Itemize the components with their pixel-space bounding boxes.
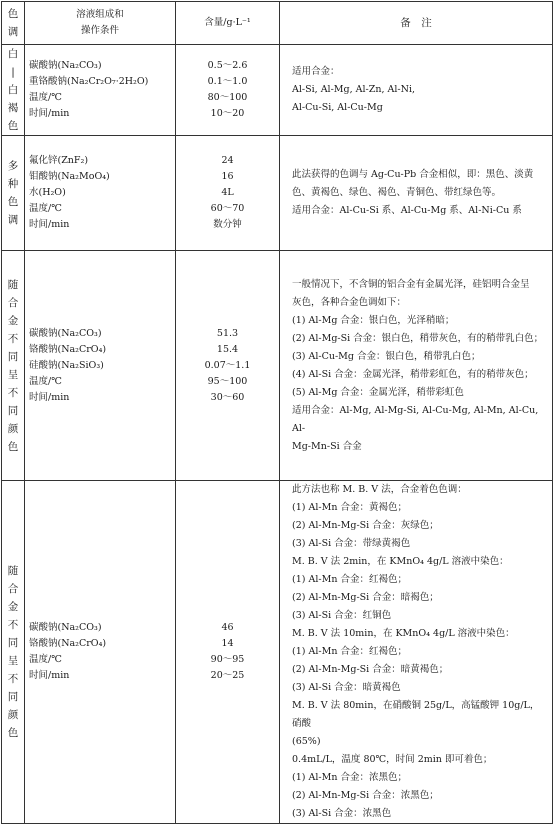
composition-item: 温度/℃ [29, 92, 62, 103]
color-tone-char: 合 [7, 583, 19, 595]
content-value: 0.1～1.0 [207, 76, 248, 87]
color-tone-char: 不 [7, 673, 19, 685]
content-value: 46 [221, 622, 234, 633]
remarks-line: M. B. V 法 2min，在 KMnO₄ 4g/L 溶液中染色： [292, 556, 509, 567]
composition-item: 铬酸钠(Na₂CrO₄) [29, 343, 107, 355]
composition-cell [25, 481, 176, 824]
remarks-line: 0.4mL/L，温度 80℃，时间 2min 即可着色； [292, 754, 493, 765]
remarks-line: (2) Al-Mn-Mg-Si 合金：暗黄褐色； [292, 664, 449, 675]
table-header-row [2, 2, 553, 45]
composition-item: 温度/℃ [29, 375, 62, 387]
header-color-tone-char: 调 [7, 26, 19, 38]
header-color-tone-char: 色 [7, 8, 19, 20]
composition-item: 时间/min [29, 108, 70, 119]
remarks-line: (3) Al-Si 合金：红铜色 [292, 610, 392, 621]
content-value: 51.3 [216, 327, 239, 339]
remarks-line: M. B. V 法 10min，在 KMnO₄ 4g/L 溶液中染色： [292, 628, 515, 639]
remarks-line: (65%) [292, 736, 321, 747]
header-composition-line-2: 操作条件 [80, 25, 119, 36]
content-value: 95～100 [207, 375, 248, 387]
content-cell [176, 136, 280, 251]
color-tone-char: | [11, 66, 15, 78]
color-tone-char: 同 [7, 404, 19, 417]
content-value: 4L [221, 187, 234, 198]
remarks-line: (2) Al-Mn-Mg-Si 合金：灰绿色； [292, 520, 439, 531]
remarks-line: (1) Al-Mn 合金：红褐色； [292, 646, 407, 657]
color-tone-cell [2, 251, 25, 481]
color-tone-cell [2, 136, 25, 251]
color-tone-cell [2, 481, 25, 824]
header-content: 含量/g·L⁻¹ [176, 2, 280, 45]
color-tone-char: 褐 [7, 102, 19, 114]
color-tone-char: 呈 [7, 368, 19, 381]
content-value: 0.07～1.1 [204, 359, 251, 371]
remarks-line: (2) Al-Mn-Mg-Si 合金：浓黑色； [292, 790, 439, 801]
color-tone-char: 不 [7, 332, 19, 345]
content-cell [176, 251, 280, 481]
remarks-line: 适用合金：Al-Cu-Si 系、Al-Cu-Mg 系、Al-Ni-Cu 系 [292, 205, 522, 216]
remarks-line: 适用合金： [292, 66, 340, 77]
color-tone-char: 合 [7, 296, 19, 309]
remarks-cell [280, 136, 553, 251]
composition-item: 时间/min [29, 219, 70, 230]
color-tone-char: 同 [7, 350, 19, 363]
color-tone-char: 多 [7, 160, 19, 172]
header-remarks: 备 注 [280, 2, 553, 45]
remarks-line: (1) Al-Mg 合金：银白色，光泽稍暗； [292, 314, 455, 326]
content-value: 20～25 [210, 670, 245, 681]
content-value: 14 [221, 638, 234, 649]
color-tone-vertical-text [2, 562, 24, 742]
composition-item: 氟化锌(ZnF₂) [29, 155, 89, 166]
remarks-cell [280, 45, 553, 136]
color-tone-char: 调 [7, 214, 19, 226]
content-value: 60～70 [210, 203, 245, 214]
content-value: 30～60 [210, 391, 245, 403]
remarks-line: (3) Al-Cu-Mg 合金：银白色，稍带乳白色； [292, 350, 481, 362]
content-value: 16 [221, 171, 234, 182]
color-tone-char: 金 [7, 314, 19, 327]
header-color-tone [2, 2, 25, 45]
remarks-line: 适用合金：Al-Mg, Al-Mg-Si, Al-Cu-Mg, Al-Mn, Al-Cu, Al- [292, 404, 539, 434]
color-tone-char: 色 [7, 440, 19, 453]
table-row [2, 481, 553, 824]
remarks-line: Al-Si, Al-Mg, Al-Zn, Al-Ni, [292, 84, 415, 95]
color-tone-char: 呈 [7, 655, 19, 667]
remarks-line: (5) Al-Mg 合金：金属光泽，稍带彩虹色 [292, 386, 464, 398]
composition-cell [25, 45, 176, 136]
remarks-line: Al-Cu-Si, Al-Cu-Mg [292, 102, 383, 113]
remarks-line: Mg-Mn-Si 合金 [292, 440, 362, 452]
content-value: 24 [221, 155, 234, 166]
color-tone-vertical-text [2, 45, 24, 135]
remarks-line: (1) Al-Mn 合金：红褐色； [292, 574, 407, 585]
content-cell [176, 45, 280, 136]
color-tone-char: 颜 [7, 422, 19, 435]
composition-item: 温度/℃ [29, 203, 62, 214]
table-row [2, 136, 553, 251]
color-tone-char: 随 [7, 565, 19, 577]
remarks-line: (2) Al-Mn-Mg-Si 合金：暗褐色； [292, 592, 439, 603]
remarks-line: (2) Al-Mg-Si 合金：银白色，稍带灰色，有的稍带乳白色； [292, 332, 544, 344]
header-composition-line-1: 溶液组成和 [76, 9, 124, 20]
content-value: 15.4 [216, 343, 239, 355]
content-value: 90～95 [210, 654, 245, 665]
remarks-line: 此方法也称 M. B. V 法，合金着色色调： [292, 484, 467, 495]
remarks-line: 色、黄褐色、绿色、褐色、青铜色、带红绿色等。 [292, 187, 502, 198]
composition-cell [25, 136, 176, 251]
composition-item: 硅酸钠(Na₂SiO₃) [29, 359, 104, 371]
remarks-line: (1) Al-Mn 合金：黄褐色； [292, 502, 407, 513]
color-tone-char: 随 [7, 278, 19, 291]
table-row [2, 251, 553, 481]
remarks-cell [280, 251, 553, 481]
remarks-line: 一般情况下，不含铜的铝合金有金属光泽，硅铝明合金呈 [292, 278, 530, 290]
composition-item: 钼酸钠(Na₂MoO₄) [29, 171, 110, 182]
composition-item: 铬酸钠(Na₂CrO₄) [29, 638, 107, 649]
composition-item: 水(H₂O) [29, 187, 66, 198]
color-tone-char: 金 [7, 601, 19, 613]
composition-item: 碳酸钠(Na₂CO₃) [29, 60, 102, 71]
remarks-line: (4) Al-Si 合金：金属光泽，稍带彩虹色，有的稍带灰色； [292, 368, 534, 380]
color-tone-char: 同 [7, 637, 19, 649]
remarks-line: 灰色，各种合金色调如下： [292, 296, 407, 308]
composition-item: 时间/min [29, 391, 70, 403]
color-tone-char: 色 [7, 120, 19, 132]
composition-item: 温度/℃ [29, 654, 62, 665]
content-value: 数分钟 [213, 219, 242, 230]
color-tone-vertical-text [2, 157, 24, 229]
content-value: 0.5～2.6 [207, 60, 248, 71]
content-value: 10～20 [210, 108, 245, 119]
remarks-line: M. B. V 法 80min，在硝酸铜 25g/L，高锰酸钾 10g/L，硝酸 [292, 700, 540, 729]
composition-item: 碳酸钠(Na₂CO₃) [29, 622, 102, 633]
coloring-process-table [1, 1, 553, 824]
color-tone-vertical-text [2, 276, 24, 456]
color-tone-char: 种 [7, 178, 19, 190]
remarks-cell [280, 481, 553, 824]
table-row [2, 45, 553, 136]
remarks-line: (1) Al-Mn 合金：浓黑色； [292, 772, 407, 783]
color-tone-char: 白 [7, 84, 19, 96]
composition-item: 碳酸钠(Na₂CO₃) [29, 327, 102, 339]
remarks-line: (3) Al-Si 合金：浓黑色 [292, 808, 392, 819]
color-tone-char: 色 [7, 196, 19, 208]
color-tone-char: 不 [7, 386, 19, 399]
color-tone-char: 同 [7, 691, 19, 703]
remarks-line: 此法获得的色调与 Ag-Cu-Pb 合金相似，即：黑色、淡黄 [292, 169, 534, 180]
color-tone-char: 不 [7, 619, 19, 631]
composition-item: 时间/min [29, 670, 70, 681]
composition-cell [25, 251, 176, 481]
content-cell [176, 481, 280, 824]
color-tone-char: 颜 [7, 709, 19, 721]
remarks-line: (3) Al-Si 合金：带绿黄褐色 [292, 538, 411, 549]
color-tone-cell [2, 45, 25, 136]
composition-item: 重铬酸钠(Na₂Cr₂O₇·2H₂O) [29, 76, 149, 87]
remarks-line: (3) Al-Si 合金：暗黄褐色 [292, 682, 401, 693]
header-solution-composition [25, 2, 176, 45]
content-value: 80～100 [207, 92, 248, 103]
header-color-tone-text [2, 5, 24, 41]
color-tone-char: 色 [7, 727, 19, 739]
color-tone-char: 白 [7, 48, 19, 60]
